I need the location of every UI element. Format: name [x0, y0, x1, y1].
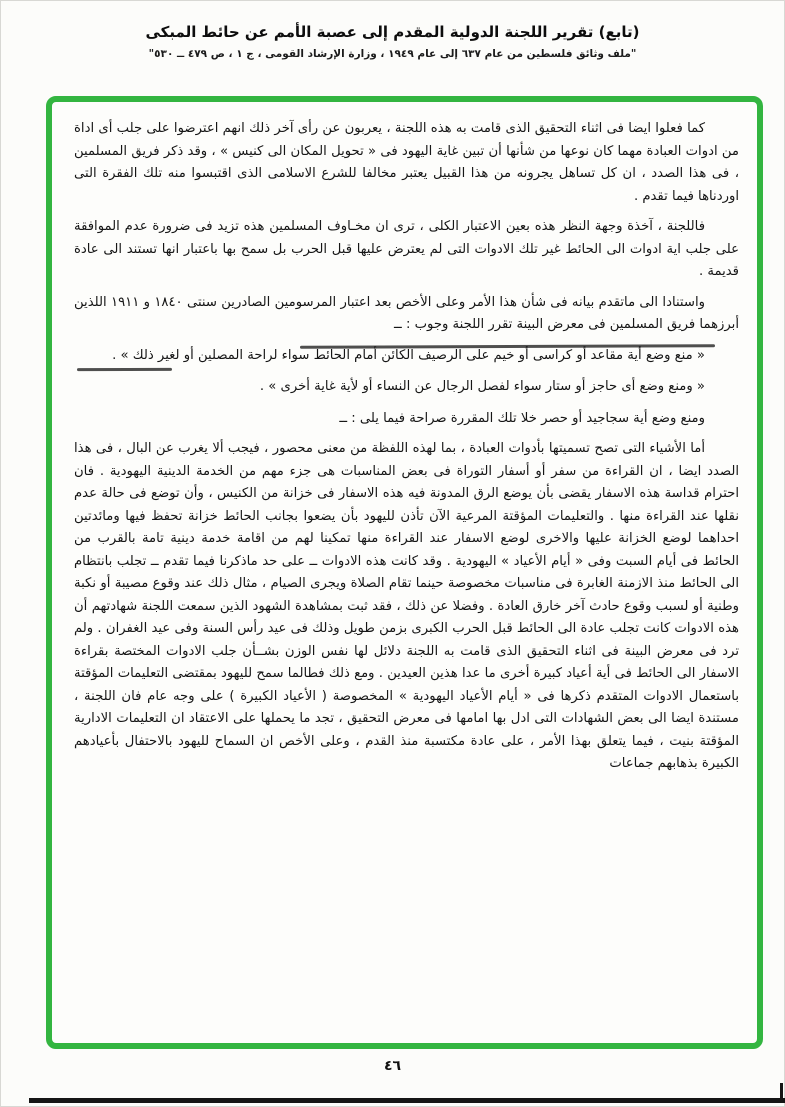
paragraph-1: كما فعلوا ايضا فى اثناء التحقيق الذى قامت به هذه اللجنة ، يعربون عن رأى آخر ذلك انهم اعترضوا على جلب أى اداة من ادوات العبادة مهما كان نوعها من شأنها أن تبين غاية اليهود فى « تحويل المكان الى كنيس » ، وقد ذكر فريق المسلمين ، فى هذا الصدد ، ان كل تساهل يجرونه من هذا القبيل يعتبر مخالفا للشرع الاسلامى الذى اقتبسوا منه تلك الفقرة التى اوردناها فيما تقدم . — [74, 121, 739, 204]
scan-edge-line — [29, 1098, 785, 1103]
paragraph-3: واستنادا الى ماتقدم بيانه فى شأن هذا الأمر وعلى الأخص بعد اعتبار المرسومين الصادرين سنتى ١٨٤٠ و ١٩١١ اللذين أبرزهما فريق المسلمين فى معرض البينة تقرر اللجنة وجوب : ــ — [74, 294, 739, 332]
document-body — [74, 118, 739, 776]
document-title: (تابع) تقرير اللجنة الدولية المقدم إلى عصبة الأمم عن حائط المبكى — [145, 23, 640, 41]
green-frame — [46, 96, 763, 1049]
document-subtitle: "ملف وثائق فلسطين من عام ٦٣٧ إلى عام ١٩٤٩ ، وزارة الإرشاد القومى ، ج ١ ، ص ٤٧٩ ــ ٥٣٠" — [148, 48, 637, 60]
paragraph-7: أما الأشياء التى تصح تسميتها بأدوات العبادة ، بما لهذه اللفظة من معنى محصور ، فيجب ألا يغرب عن البال ، فى هذا الصدد ايضا ، ان القراءة من سفر أو أسفار التوراة فى بعض المناسبات هى جزء مهم من الخدمة الدينية اليهودية . فان احترام قداسة هذه الاسفار يقضى بأن يوضع الرق المدونة فيه هذه الاسفار فى خزانة من الكنيس ، وأن توضع فى حالة عدم نقلها عند القراءة منها . والتعليمات المؤقتة المرعية الآن تأذن لليهود بأن يضعوا بجانب الحائط خزانة تحفظ فيها ومائدتين احداهما لوضع الخزانة عليها والاخرى لوضع الاسفار عند القراءة منها تمكينا لهم من اقامة خدمة دينية تامة بالقرب من الحائط فى أيام السبت وفى « أيام الأعياد » اليهودية . وقد كانت هذه الادوات ــ على حد ماذكرنا فيما تقدم ــ تجلب بانتظام الى الحائط منذ الازمنة الغابرة فى مناسبات مخصوصة حينما تقام الصلاة ويجرى الصيام ، مثال ذلك عند وقوع مصيبة أو نكبة وطنية أو لسبب وقوع حادث آخر خارق العادة . وفضلا عن ذلك ، فقد ثبت بمشاهدة الشهود الذين سمعت اللجنة شهادتهم أن هذه الادوات كانت تجلب عادة الى الحائط قبل الحرب الكبرى بزمن طويل وذلك فى عيد رأس السنة وفى عيد الغفران . ولم ترد فى معرض البينة فى اثناء التحقيق الذى قامت به اللجنة دلائل لها نفس الوزن بشــأن جلب الادوات المختصة بقراءة الاسفار الى الحائط فى أية أعياد كبيرة أخرى ما عدا هذين العيدين . ومع ذلك فطالما سمح لليهود بمقتضى التعليمات المؤقتة باستعمال الادوات المتقدم ذكرها فى « أيام الأعياد اليهودية » المخصوصة ( الأعياد الكبيرة ) على وجه عام فان اللجنة ، مستندة ايضا الى بعض الشهادات التى ادل بها امامها فى معرض التحقيق ، تجد ما يحملها على الاعتقاد ان التعليمات الادارية المؤقتة بنيت ، فيما يتعلق بهذا الأمر ، على عادة مكتسبة منذ القدم ، وعلى الأخص ان السماح لليهود بالاحتفال بأعيادهم الكبيرة بذهابهم جماعات — [74, 441, 739, 771]
document-header — [1, 1, 784, 60]
paragraph-6: ومنع وضع أية سجاجيد أو حصر خلا تلك المقررة صراحة فيما يلى : ــ — [339, 410, 705, 426]
pen-underline-mark — [77, 368, 172, 371]
paragraph-2: فاللجنة ، آخذة وجهة النظر هذه بعين الاعتبار الكلى ، ترى ان مخـاوف المسلمين هذه تزيد فى ضرورة عدم الموافقة على جلب اية ادوات الى الحائط غير تلك الادوات التى لم يعترض عليها قبل الحرب بل سمح بها باعتبار انها تستند الى عادة قديمة . — [74, 219, 739, 279]
paragraph-4-quote: « منع وضع أية مقاعد أو كراسى أو خيم على الرصيف الكائن أمام الحائط سواء لراحة المصلين أو لغير ذلك » . — [112, 347, 705, 363]
page-number: ٤٦ — [383, 1058, 402, 1074]
paragraph-5-quote: « ومنع وضع أى حاجز أو ستار سواء لفصل الرجال عن النساء أو لأية غاية أخرى » . — [259, 379, 705, 394]
scan-edge-tick — [780, 1083, 783, 1099]
